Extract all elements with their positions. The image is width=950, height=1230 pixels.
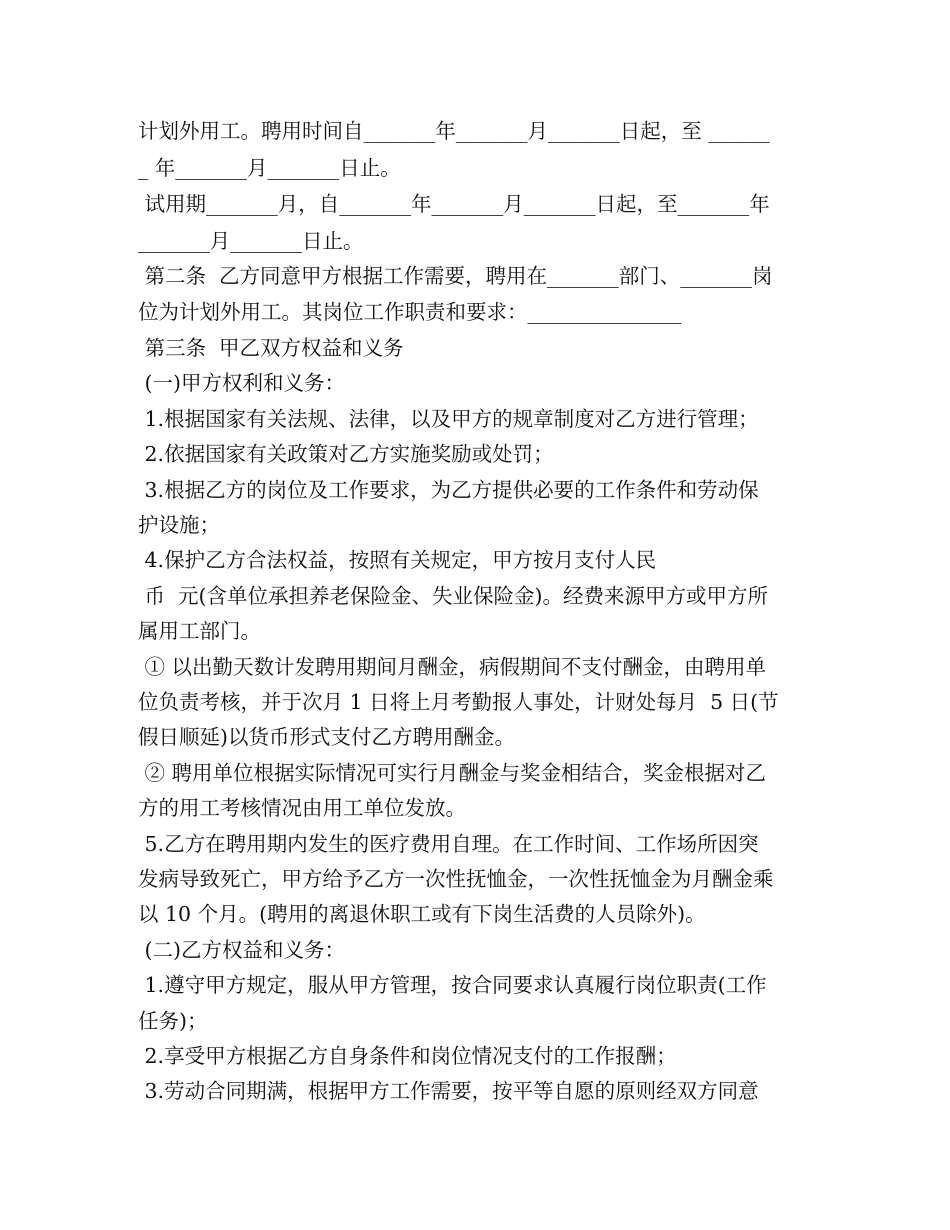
text-line: 护设施； xyxy=(138,513,220,537)
text-line: 币 元(含单位承担养老保险金、失业保险金)。经费来源甲方或甲方所 xyxy=(138,584,769,608)
text-line: 3.根据乙方的岗位及工作要求，为乙方提供必要的工作条件和劳动保 xyxy=(138,478,759,502)
subsection-heading: (一)甲方权利和义务： xyxy=(138,371,346,395)
text-line: 试用期_______月，自_______年_______月_______日起，至_______年 xyxy=(138,192,770,216)
text-line: 属用工部门。 xyxy=(138,619,261,643)
section-heading: 第三条 甲乙双方权益和义务 xyxy=(138,336,404,360)
text-line: 2.依据国家有关政策对乙方实施奖励或处罚； xyxy=(138,442,554,466)
text-line: _______月_______日止。 xyxy=(138,229,364,253)
text-line: 假日顺延)以货币形式支付乙方聘用酬金。 xyxy=(138,725,515,749)
text-line: 位为计划外用工。其岗位工作职责和要求：_______________ xyxy=(138,300,682,324)
text-line: ① 以出勤天数计发聘用期间月酬金，病假期间不支付酬金，由聘用单 xyxy=(138,655,767,679)
text-line: 位负责考核，并于次月 1 日将上月考勤报人事处，计财处每月 5 日(节 xyxy=(138,690,779,714)
text-line: 1.根据国家有关法规、法律，以及甲方的规章制度对乙方进行管理； xyxy=(138,407,759,431)
text-line: 1.遵守甲方规定，服从甲方管理，按合同要求认真履行岗位职责(工作 xyxy=(138,973,767,997)
text-line: 发病导致死亡，甲方给予乙方一次性抚恤金，一次性抚恤金为月酬金乘 xyxy=(138,867,774,891)
text-line: 5.乙方在聘用期内发生的医疗费用自理。在工作时间、工作场所因突 xyxy=(138,832,759,856)
text-line: 计划外用工。聘用时间自_______年_______月_______日起，至 ______ xyxy=(138,119,770,143)
text-line: 4.保护乙方合法权益，按照有关规定，甲方按月支付人民 xyxy=(138,548,657,572)
text-line: 方的用工考核情况由用工单位发放。 xyxy=(138,796,466,820)
text-line: 2.享受甲方根据乙方自身条件和岗位情况支付的工作报酬； xyxy=(138,1044,677,1068)
text-line: 任务)； xyxy=(138,1009,208,1033)
text-line: 第二条 乙方同意甲方根据工作需要，聘用在_______部门、_______岗 xyxy=(138,264,773,288)
text-line: 3.劳动合同期满，根据甲方工作需要，按平等自愿的原则经双方同意 xyxy=(138,1079,759,1103)
text-line: 以 10 个月。(聘用的离退休职工或有下岗生活费的人员除外)。 xyxy=(138,902,706,926)
text-line: ② 聘用单位根据实际情况可实行月酬金与奖金相结合，奖金根据对乙 xyxy=(138,761,767,785)
subsection-heading: (二)乙方权益和义务： xyxy=(138,938,346,962)
text-line: _ 年_______月_______日止。 xyxy=(138,156,401,180)
